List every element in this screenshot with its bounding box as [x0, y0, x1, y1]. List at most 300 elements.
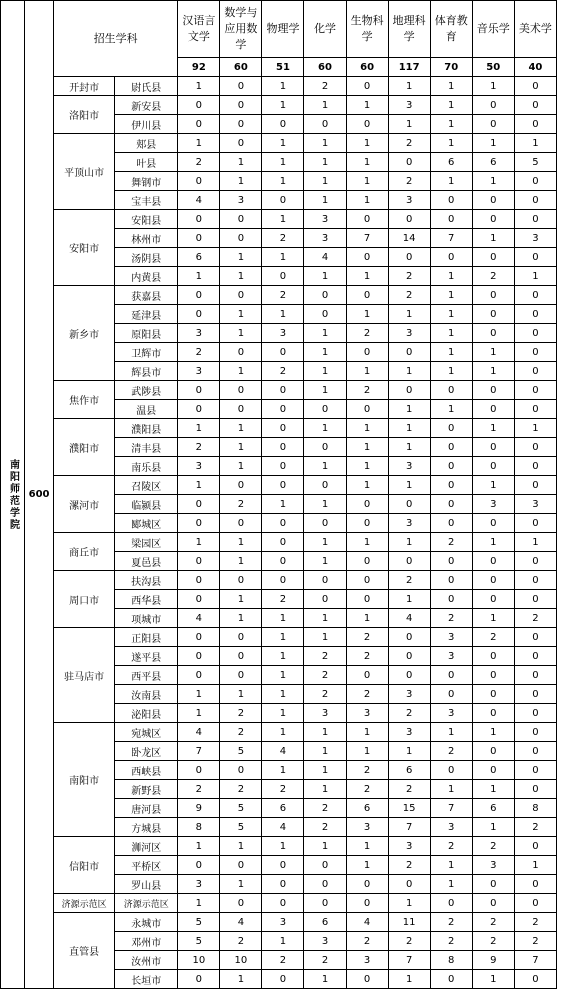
quota-cell: 2: [346, 761, 388, 780]
city-name: 洛阳市: [54, 96, 115, 134]
quota-cell: 2: [388, 704, 430, 723]
quota-cell: 0: [346, 248, 388, 267]
quota-cell: 0: [262, 381, 304, 400]
quota-cell: 6: [472, 799, 514, 818]
quota-cell: 1: [472, 77, 514, 96]
quota-cell: 4: [346, 913, 388, 932]
county-name: 南乐县: [115, 457, 178, 476]
county-name: 西峡县: [115, 761, 178, 780]
quota-cell: 1: [346, 533, 388, 552]
subject-quota: 40: [514, 58, 556, 77]
quota-cell: 3: [220, 191, 262, 210]
quota-cell: 1: [388, 400, 430, 419]
quota-cell: 0: [262, 514, 304, 533]
county-name: 尉氏县: [115, 77, 178, 96]
quota-cell: 2: [304, 647, 346, 666]
quota-cell: 1: [220, 248, 262, 267]
quota-cell: 0: [262, 267, 304, 286]
county-name: 唐河县: [115, 799, 178, 818]
quota-cell: 6: [262, 799, 304, 818]
quota-cell: 1: [388, 115, 430, 134]
quota-cell: 0: [388, 343, 430, 362]
quota-cell: 0: [430, 438, 472, 457]
quota-cell: 0: [178, 970, 220, 989]
quota-cell: 1: [304, 552, 346, 571]
quota-cell: 1: [430, 343, 472, 362]
quota-cell: 3: [388, 837, 430, 856]
city-name: 安阳市: [54, 210, 115, 286]
quota-cell: 0: [514, 571, 556, 590]
quota-cell: 1: [388, 894, 430, 913]
quota-cell: 1: [388, 305, 430, 324]
quota-cell: 0: [262, 571, 304, 590]
quota-cell: 0: [472, 552, 514, 571]
quota-cell: 2: [220, 932, 262, 951]
quota-cell: 3: [304, 704, 346, 723]
quota-cell: 0: [514, 343, 556, 362]
quota-cell: 2: [430, 913, 472, 932]
county-name: 正阳县: [115, 628, 178, 647]
quota-cell: 1: [220, 362, 262, 381]
county-name: 伊川县: [115, 115, 178, 134]
quota-cell: 1: [430, 96, 472, 115]
quota-cell: 1: [430, 875, 472, 894]
quota-cell: 0: [472, 761, 514, 780]
quota-cell: 0: [514, 514, 556, 533]
quota-cell: 9: [178, 799, 220, 818]
quota-cell: 7: [514, 951, 556, 970]
county-name: 梁园区: [115, 533, 178, 552]
county-name: 汝州市: [115, 951, 178, 970]
subject-name: 汉语言文学: [178, 1, 220, 58]
quota-cell: 0: [430, 552, 472, 571]
quota-cell: 1: [388, 590, 430, 609]
quota-cell: 3: [388, 723, 430, 742]
quota-cell: 2: [430, 533, 472, 552]
quota-cell: 1: [346, 742, 388, 761]
table-row: [1, 837, 557, 856]
quota-cell: 1: [430, 77, 472, 96]
quota-cell: 0: [304, 115, 346, 134]
quota-cell: 0: [430, 419, 472, 438]
quota-cell: 1: [220, 875, 262, 894]
quota-cell: 1: [304, 419, 346, 438]
quota-cell: 1: [346, 837, 388, 856]
quota-cell: 6: [472, 153, 514, 172]
city-name: 商丘市: [54, 533, 115, 571]
quota-cell: 1: [304, 495, 346, 514]
table-row: [1, 96, 557, 115]
quota-cell: 0: [472, 286, 514, 305]
quota-cell: 0: [472, 666, 514, 685]
quota-cell: 1: [304, 191, 346, 210]
quota-cell: 1: [430, 172, 472, 191]
quota-cell: 0: [514, 723, 556, 742]
quota-cell: 0: [346, 590, 388, 609]
quota-cell: 4: [262, 742, 304, 761]
quota-cell: 6: [388, 761, 430, 780]
quota-cell: 2: [346, 324, 388, 343]
quota-cell: 1: [304, 609, 346, 628]
quota-cell: 0: [346, 210, 388, 229]
subject-quota: 92: [178, 58, 220, 77]
quota-cell: 1: [304, 533, 346, 552]
quota-cell: 1: [262, 609, 304, 628]
quota-cell: 1: [346, 856, 388, 875]
quota-cell: 1: [178, 685, 220, 704]
county-name: 长垣市: [115, 970, 178, 989]
quota-cell: 0: [178, 495, 220, 514]
quota-cell: 0: [178, 856, 220, 875]
quota-cell: 1: [346, 134, 388, 153]
county-name: 温县: [115, 400, 178, 419]
quota-cell: 1: [178, 533, 220, 552]
quota-cell: 0: [304, 894, 346, 913]
quota-cell: 1: [304, 343, 346, 362]
quota-cell: 1: [388, 362, 430, 381]
quota-cell: 0: [514, 210, 556, 229]
quota-cell: 1: [220, 970, 262, 989]
subject-name: 数学与应用数学: [220, 1, 262, 58]
quota-cell: 7: [178, 742, 220, 761]
quota-cell: 0: [388, 552, 430, 571]
quota-cell: 0: [514, 761, 556, 780]
quota-cell: 1: [346, 305, 388, 324]
quota-cell: 0: [472, 457, 514, 476]
quota-cell: 2: [346, 932, 388, 951]
quota-cell: 3: [304, 210, 346, 229]
quota-cell: 1: [472, 723, 514, 742]
quota-cell: 1: [220, 609, 262, 628]
quota-cell: 0: [178, 628, 220, 647]
quota-cell: 3: [346, 818, 388, 837]
quota-cell: 2: [178, 153, 220, 172]
quota-cell: 0: [262, 115, 304, 134]
quota-cell: 0: [514, 837, 556, 856]
county-name: 扶沟县: [115, 571, 178, 590]
quota-cell: 0: [220, 894, 262, 913]
quota-cell: 1: [178, 476, 220, 495]
quota-cell: 0: [304, 400, 346, 419]
quota-cell: 0: [220, 761, 262, 780]
county-name: 邓州市: [115, 932, 178, 951]
quota-cell: 0: [346, 894, 388, 913]
quota-cell: 1: [220, 324, 262, 343]
quota-cell: 1: [388, 970, 430, 989]
quota-cell: 0: [262, 476, 304, 495]
quota-cell: 1: [430, 134, 472, 153]
quota-cell: 0: [472, 894, 514, 913]
county-name: 林州市: [115, 229, 178, 248]
quota-cell: 1: [346, 419, 388, 438]
quota-cell: 11: [388, 913, 430, 932]
quota-cell: 2: [514, 913, 556, 932]
quota-cell: 1: [346, 96, 388, 115]
county-name: 新野县: [115, 780, 178, 799]
county-name: 汤阴县: [115, 248, 178, 267]
quota-cell: 1: [220, 153, 262, 172]
county-name: 清丰县: [115, 438, 178, 457]
table-row: [1, 419, 557, 438]
quota-cell: 5: [220, 799, 262, 818]
quota-cell: 0: [430, 571, 472, 590]
quota-cell: 2: [514, 818, 556, 837]
quota-cell: 0: [388, 666, 430, 685]
quota-cell: 1: [514, 533, 556, 552]
quota-cell: 1: [304, 742, 346, 761]
county-name: 获嘉县: [115, 286, 178, 305]
quota-cell: 0: [388, 248, 430, 267]
quota-cell: 2: [262, 229, 304, 248]
quota-cell: 0: [220, 343, 262, 362]
quota-cell: 0: [472, 438, 514, 457]
quota-cell: 3: [262, 324, 304, 343]
subject-quota: 60: [220, 58, 262, 77]
quota-cell: 0: [514, 780, 556, 799]
quota-cell: 1: [262, 666, 304, 685]
city-name: 直管县: [54, 913, 115, 989]
quota-cell: 1: [304, 96, 346, 115]
quota-cell: 1: [388, 533, 430, 552]
quota-cell: 1: [262, 628, 304, 647]
quota-cell: 0: [304, 590, 346, 609]
quota-cell: 1: [304, 362, 346, 381]
table-row: [1, 628, 557, 647]
quota-cell: 3: [388, 514, 430, 533]
quota-cell: 0: [472, 571, 514, 590]
quota-cell: 3: [430, 647, 472, 666]
quota-cell: 0: [178, 552, 220, 571]
quota-cell: 1: [430, 723, 472, 742]
county-name: 延津县: [115, 305, 178, 324]
quota-cell: 1: [346, 609, 388, 628]
quota-cell: 0: [304, 286, 346, 305]
quota-cell: 2: [178, 438, 220, 457]
quota-cell: 0: [514, 970, 556, 989]
quota-cell: 2: [346, 647, 388, 666]
quota-cell: 1: [262, 153, 304, 172]
quota-cell: 1: [346, 172, 388, 191]
quota-cell: 0: [220, 77, 262, 96]
county-name: 泌阳县: [115, 704, 178, 723]
quota-cell: 0: [388, 210, 430, 229]
quota-cell: 1: [514, 419, 556, 438]
quota-cell: 0: [220, 514, 262, 533]
quota-cell: 1: [430, 115, 472, 134]
quota-cell: 1: [304, 134, 346, 153]
quota-cell: 0: [178, 305, 220, 324]
quota-cell: 1: [346, 362, 388, 381]
quota-cell: 8: [178, 818, 220, 837]
quota-cell: 0: [472, 210, 514, 229]
quota-cell: 1: [262, 172, 304, 191]
quota-cell: 1: [304, 837, 346, 856]
quota-cell: 0: [304, 438, 346, 457]
quota-cell: 1: [304, 628, 346, 647]
county-name: 宝丰县: [115, 191, 178, 210]
quota-cell: 1: [472, 419, 514, 438]
quota-cell: 0: [262, 533, 304, 552]
quota-cell: 3: [430, 704, 472, 723]
county-name: 郾城区: [115, 514, 178, 533]
quota-cell: 1: [262, 647, 304, 666]
quota-cell: 0: [220, 628, 262, 647]
quota-cell: 2: [472, 837, 514, 856]
county-name: 濮阳县: [115, 419, 178, 438]
quota-cell: 0: [472, 704, 514, 723]
quota-cell: 0: [472, 191, 514, 210]
quota-cell: 2: [346, 628, 388, 647]
subject-quota: 60: [304, 58, 346, 77]
quota-cell: 0: [514, 457, 556, 476]
quota-cell: 1: [304, 970, 346, 989]
quota-cell: 0: [514, 248, 556, 267]
quota-cell: 0: [220, 286, 262, 305]
quota-cell: 1: [388, 419, 430, 438]
table-row: [1, 894, 557, 913]
quota-cell: 1: [514, 134, 556, 153]
quota-cell: 0: [430, 210, 472, 229]
county-name: 叶县: [115, 153, 178, 172]
quota-cell: 1: [178, 837, 220, 856]
quota-cell: 0: [178, 286, 220, 305]
quota-cell: 1: [472, 134, 514, 153]
quota-cell: 0: [178, 590, 220, 609]
quota-cell: 0: [178, 229, 220, 248]
quota-cell: 5: [220, 742, 262, 761]
subject-quota: 60: [346, 58, 388, 77]
subject-quota: 50: [472, 58, 514, 77]
quota-cell: 0: [262, 970, 304, 989]
quota-cell: 1: [220, 457, 262, 476]
quota-cell: 1: [262, 837, 304, 856]
county-name: 罗山县: [115, 875, 178, 894]
quota-cell: 2: [262, 362, 304, 381]
quota-cell: 2: [178, 343, 220, 362]
quota-cell: 2: [514, 609, 556, 628]
quota-cell: 0: [472, 685, 514, 704]
quota-cell: 1: [262, 932, 304, 951]
county-name: 武陟县: [115, 381, 178, 400]
quota-cell: 0: [514, 476, 556, 495]
quota-cell: 0: [304, 476, 346, 495]
quota-cell: 0: [178, 761, 220, 780]
county-name: 项城市: [115, 609, 178, 628]
quota-cell: 0: [514, 172, 556, 191]
quota-cell: 0: [346, 571, 388, 590]
quota-cell: 0: [472, 381, 514, 400]
quota-cell: 4: [178, 723, 220, 742]
quota-cell: 0: [514, 704, 556, 723]
city-name: 驻马店市: [54, 628, 115, 723]
quota-cell: 2: [430, 837, 472, 856]
quota-cell: 2: [220, 704, 262, 723]
quota-cell: 1: [304, 761, 346, 780]
quota-cell: 0: [388, 495, 430, 514]
quota-cell: 0: [220, 400, 262, 419]
quota-cell: 1: [220, 685, 262, 704]
quota-cell: 2: [304, 799, 346, 818]
city-name: 济源示范区: [54, 894, 115, 913]
quota-cell: 2: [304, 77, 346, 96]
quota-cell: 0: [514, 666, 556, 685]
quota-cell: 2: [430, 609, 472, 628]
county-name: 遂平县: [115, 647, 178, 666]
quota-cell: 2: [388, 932, 430, 951]
quota-cell: 6: [304, 913, 346, 932]
table-row: [1, 381, 557, 400]
quota-cell: 3: [472, 495, 514, 514]
quota-cell: 7: [430, 229, 472, 248]
quota-cell: 3: [388, 324, 430, 343]
quota-cell: 1: [178, 419, 220, 438]
quota-cell: 3: [304, 229, 346, 248]
quota-cell: 0: [346, 495, 388, 514]
county-name: 安阳县: [115, 210, 178, 229]
quota-cell: 2: [388, 780, 430, 799]
table-row: [1, 286, 557, 305]
quota-cell: 0: [514, 362, 556, 381]
quota-cell: 0: [178, 172, 220, 191]
quota-cell: 1: [262, 305, 304, 324]
quota-cell: 2: [388, 134, 430, 153]
quota-cell: 0: [220, 115, 262, 134]
city-name: 漯河市: [54, 476, 115, 533]
quota-cell: 0: [220, 381, 262, 400]
quota-cell: 1: [220, 552, 262, 571]
quota-cell: 1: [388, 77, 430, 96]
quota-cell: 3: [472, 856, 514, 875]
quota-cell: 0: [262, 894, 304, 913]
subject-quota: 117: [388, 58, 430, 77]
quota-cell: 2: [346, 381, 388, 400]
quota-cell: 0: [178, 381, 220, 400]
quota-cell: 3: [430, 628, 472, 647]
county-name: 平桥区: [115, 856, 178, 875]
quota-cell: 1: [430, 267, 472, 286]
quota-cell: 0: [262, 552, 304, 571]
quota-cell: 1: [220, 533, 262, 552]
quota-cell: 1: [262, 248, 304, 267]
quota-cell: 0: [388, 875, 430, 894]
quota-cell: 2: [430, 932, 472, 951]
quota-cell: 3: [178, 875, 220, 894]
quota-cell: 8: [514, 799, 556, 818]
quota-cell: 1: [472, 343, 514, 362]
quota-cell: 1: [178, 134, 220, 153]
quota-cell: 0: [514, 685, 556, 704]
quota-cell: 0: [304, 571, 346, 590]
quota-cell: 6: [430, 153, 472, 172]
quota-cell: 0: [514, 552, 556, 571]
total-quota: 600: [25, 1, 54, 989]
quota-cell: 3: [304, 932, 346, 951]
quota-cell: 1: [262, 495, 304, 514]
quota-cell: 5: [220, 818, 262, 837]
quota-cell: 0: [346, 400, 388, 419]
city-name: 南阳市: [54, 723, 115, 837]
quota-cell: 0: [430, 514, 472, 533]
quota-cell: 1: [220, 419, 262, 438]
quota-cell: 0: [514, 286, 556, 305]
quota-cell: 0: [472, 590, 514, 609]
quota-cell: 2: [262, 590, 304, 609]
quota-cell: 1: [388, 742, 430, 761]
quota-cell: 2: [472, 913, 514, 932]
quota-cell: 1: [262, 723, 304, 742]
quota-cell: 0: [514, 115, 556, 134]
quota-cell: 0: [178, 571, 220, 590]
